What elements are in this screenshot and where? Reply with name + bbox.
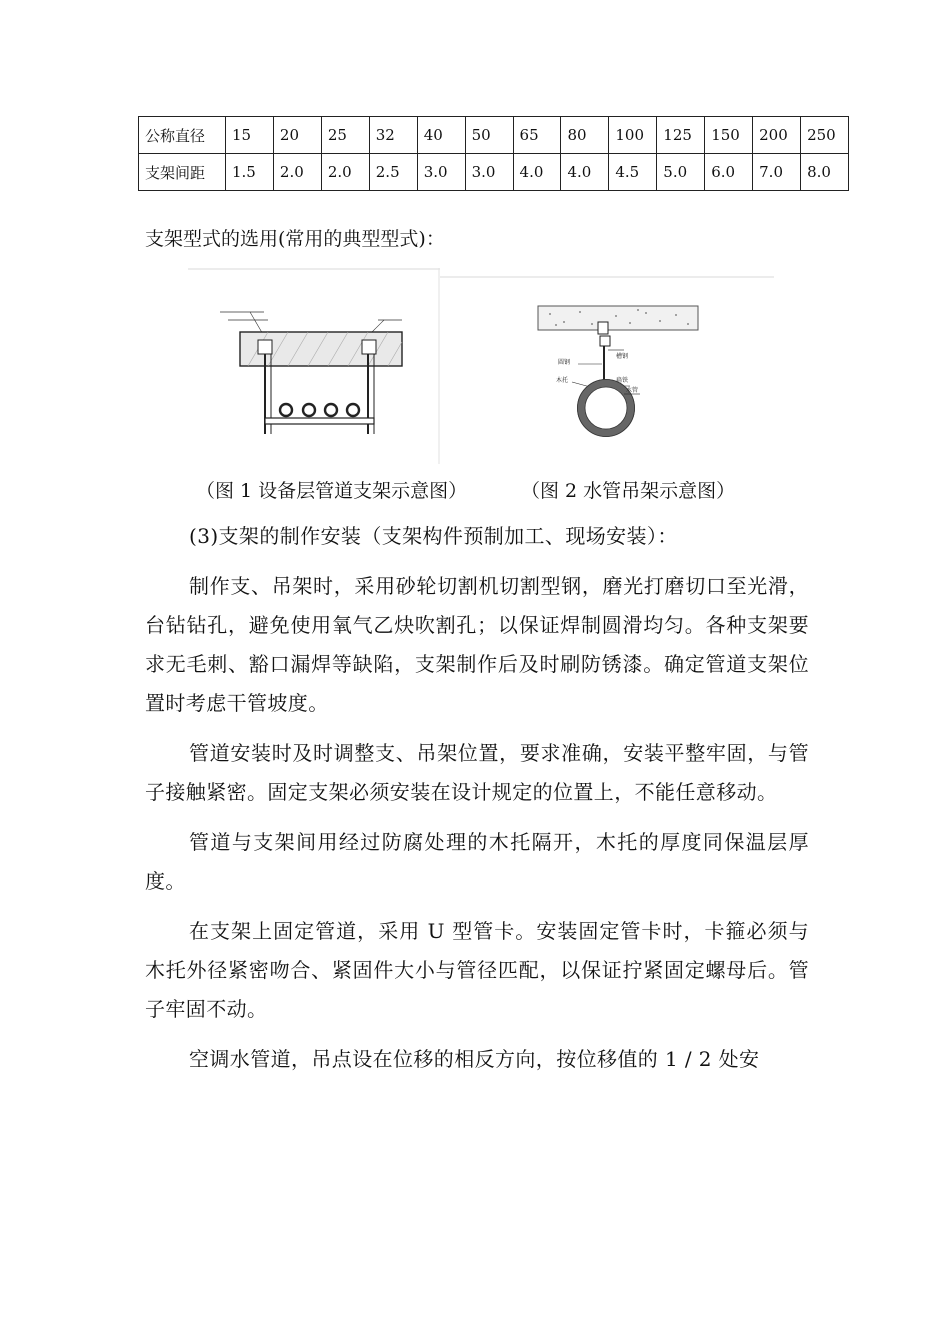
table-cell: 25 — [321, 117, 369, 154]
figure-1-caption: （图 1 设备层管道支架示意图） — [196, 480, 468, 502]
paragraph: 管道安装时及时调整支、吊架位置，要求准确，安装平整牢固，与管子接触紧密。固定支架必须安装在设计规定的位置上，不能任意移动。 — [145, 741, 809, 804]
section-label: 支架型式的选用(常用的典型型式)： — [145, 228, 445, 250]
table-row — [139, 154, 849, 191]
paragraph: 管道与支架间用经过防腐处理的木托隔开，木托的厚度同保温层厚度。 — [145, 830, 809, 893]
paragraph: 制作支、吊架时，采用砂轮切割机切割型钢，磨光打磨切口至光滑，台钻钻孔，避免使用氧气乙炔吹割孔；以保证焊制圆滑均匀。各种支架要求无毛刺、豁口漏焊等缺陷，支架制作后及时刷防锈漆。确定管道支架位置时考虑干管坡度。 — [145, 574, 809, 715]
table-cell: 3.0 — [465, 154, 513, 191]
fig2-label-wood-support: 木托 — [556, 377, 569, 384]
table-cell: 15 — [226, 117, 274, 154]
table-cell: 3.0 — [417, 154, 465, 191]
table-cell: 4.0 — [513, 154, 561, 191]
table-cell: 40 — [417, 117, 465, 154]
figure-equipment-floor-support — [188, 268, 440, 464]
table-cell: 4.5 — [609, 154, 657, 191]
table-cell: 5.0 — [657, 154, 705, 191]
fig2-label-water-pipe: 水管 — [626, 387, 639, 394]
table-cell: 150 — [705, 117, 753, 154]
body-text — [145, 517, 809, 1090]
table-cell: 4.0 — [561, 154, 609, 191]
table-cell: 2.0 — [321, 154, 369, 191]
table-cell: 2.0 — [273, 154, 321, 191]
table-cell: 2.5 — [369, 154, 417, 191]
table-cell: 6.0 — [705, 154, 753, 191]
fig2-label-flat-iron: 扁铁 — [616, 377, 629, 384]
paragraph: 空调水管道，吊点设在位移的相反方向，按位移值的 1 / 2 处安 — [189, 1047, 760, 1071]
fig2-label-channel-steel: 槽钢 — [616, 353, 629, 360]
table-row — [139, 117, 849, 154]
table-cell: 250 — [801, 117, 849, 154]
fig2-label-round-steel: 圆钢 — [558, 359, 571, 366]
figure-2-caption: （图 2 水管吊架示意图） — [521, 480, 736, 502]
support-spacing-table — [138, 116, 849, 191]
figure-water-pipe-hanger — [440, 268, 774, 464]
table-cell: 7.0 — [753, 154, 801, 191]
paragraph: 在支架上固定管道，采用 U 型管卡。安装固定管卡时，卡箍必须与木托外径紧密吻合、紧固件大小与管径匹配，以保证拧紧固定螺母后。管子牢固不动。 — [145, 919, 809, 1021]
table-cell: 32 — [369, 117, 417, 154]
subsection-heading: (3)支架的制作安装（支架构件预制加工、现场安装）： — [189, 524, 678, 548]
table-cell: 1.5 — [226, 154, 274, 191]
row-header: 支架间距 — [139, 154, 226, 191]
table-cell: 50 — [465, 117, 513, 154]
table-cell: 20 — [273, 117, 321, 154]
table-cell: 65 — [513, 117, 561, 154]
table-cell: 200 — [753, 117, 801, 154]
table-cell: 125 — [657, 117, 705, 154]
table-cell: 8.0 — [801, 154, 849, 191]
row-header: 公称直径 — [139, 117, 226, 154]
table-cell: 100 — [609, 117, 657, 154]
table-cell: 80 — [561, 117, 609, 154]
